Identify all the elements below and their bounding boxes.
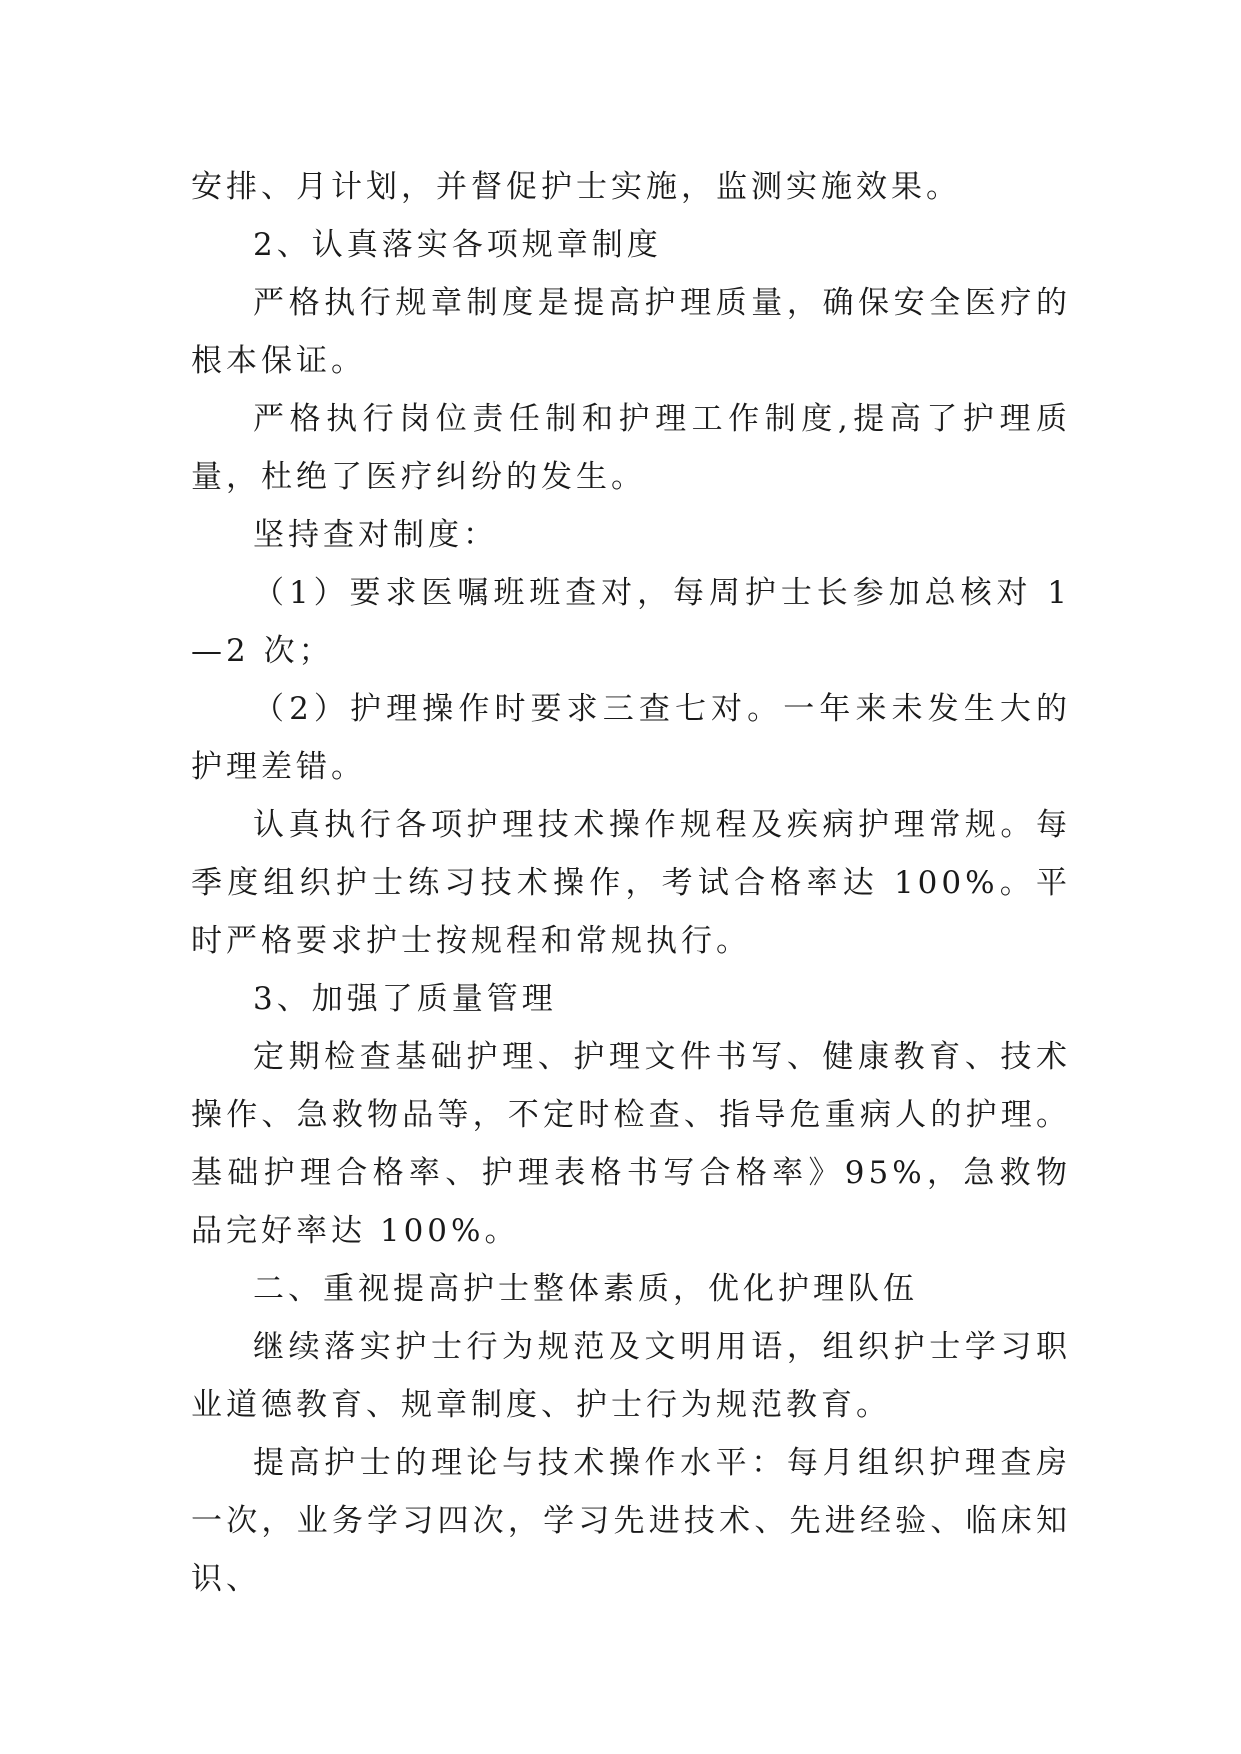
paragraph-5: 坚持查对制度： (253, 517, 498, 553)
paragraph-13: 提高护士的理论与技术操作水平：每月组织护理查房一次，业务学习四次，学习先进技术、先进经验、临床知识、 (191, 1445, 1071, 1597)
heading-item-3: 3、加强了质量管理 (253, 981, 557, 1017)
paragraph-8: 认真执行各项护理技术操作规程及疾病护理常规。每季度组织护士练习技术操作，考试合格率达 100%。平时严格要求护士按规程和常规执行。 (191, 807, 1071, 959)
section-heading-2: 二、重视提高护士整体素质，优化护理队伍 (253, 1271, 918, 1307)
paragraph-6: （1）要求医嘱班班查对，每周护士长参加总核对 1—2 次； (191, 575, 1071, 669)
paragraph-12: 继续落实护士行为规范及文明用语，组织护士学习职业道德教育、规章制度、护士行为规范教育。 (191, 1329, 1071, 1423)
heading-item-2: 2、认真落实各项规章制度 (253, 227, 662, 263)
document-body (191, 158, 1071, 1608)
paragraph-7: （2）护理操作时要求三查七对。一年来未发生大的护理差错。 (191, 691, 1071, 785)
paragraph-3: 严格执行规章制度是提高护理质量，确保安全医疗的根本保证。 (191, 285, 1071, 379)
paragraph-1: 安排、月计划，并督促护士实施，监测实施效果。 (191, 169, 961, 205)
paragraph-10: 定期检查基础护理、护理文件书写、健康教育、技术操作、急救物品等，不定时检查、指导危重病人的护理。基础护理合格率、护理表格书写合格率》95%，急救物品完好率达 100%。 (191, 1039, 1071, 1249)
paragraph-4: 严格执行岗位责任制和护理工作制度,提高了护理质量，杜绝了医疗纠纷的发生。 (191, 401, 1071, 495)
